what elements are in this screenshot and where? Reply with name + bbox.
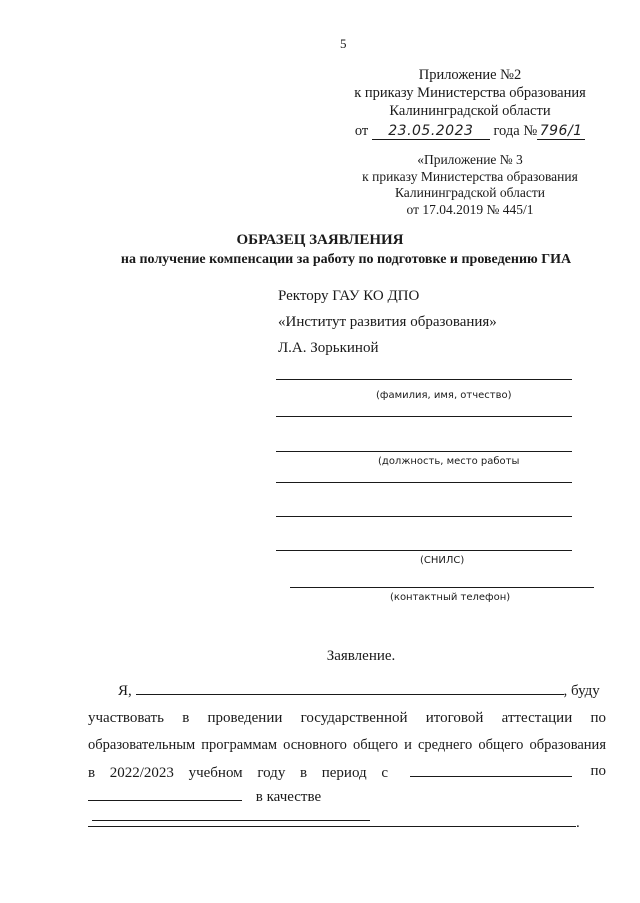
statement-title: Заявление. — [326, 648, 396, 664]
addressee-line2: «Институт развития образования» — [278, 314, 497, 330]
appendix-previous-line2: к приказу Министерства образования — [362, 168, 578, 184]
name-caption: (фамилия, имя, отчество) — [376, 390, 512, 401]
appendix-previous-line1: «Приложение № 3 — [417, 152, 523, 167]
final-period: . — [576, 815, 580, 831]
snils-caption: (СНИЛС) — [420, 555, 465, 566]
year-label: года № — [493, 123, 538, 139]
position-field-line-3[interactable] — [276, 516, 572, 517]
snils-field-line[interactable] — [276, 550, 572, 551]
statement-line2: участвовать в проведении государственной итоговой аттестации по — [88, 710, 606, 726]
appendix-current-line2: к приказу Министерства образования — [354, 85, 586, 101]
handwritten-date: 23.05.2023 — [372, 124, 490, 140]
fullname-blank[interactable] — [136, 680, 564, 695]
period-end-blank[interactable] — [88, 786, 242, 801]
statement-will: , буду — [563, 683, 600, 699]
document-title: ОБРАЗЕЦ ЗАЯВЛЕНИЯ — [236, 232, 404, 248]
position-field-line[interactable] — [276, 451, 572, 452]
appendix-previous-block — [330, 152, 610, 218]
phone-caption: (контактный телефон) — [390, 592, 511, 603]
role-label: в качестве — [255, 789, 322, 805]
period-start-blank[interactable] — [410, 762, 572, 777]
name-field-line[interactable] — [276, 379, 572, 380]
position-field-line-2[interactable] — [276, 482, 572, 483]
period-to-label: по — [590, 763, 606, 779]
appendix-current-line1: Приложение №2 — [418, 67, 522, 83]
document-subtitle: на получение компенсации за работу по подготовке и проведению ГИА — [120, 252, 572, 267]
addressee-line1: Ректору ГАУ КО ДПО — [278, 288, 420, 304]
appendix-current-block — [330, 66, 610, 140]
appendix-previous-line4: от 17.04.2019 № 445/1 — [406, 201, 534, 217]
from-label: от — [354, 123, 369, 139]
role-blank-continued[interactable] — [88, 812, 576, 827]
handwritten-order-number: 796/1 — [537, 124, 585, 140]
statement-line4 — [88, 762, 606, 782]
statement-line3: образовательным программам основного общего и среднего общего образования — [88, 737, 606, 753]
appendix-current-line3: Калининградской области — [389, 103, 551, 119]
appendix-previous-line3: Калининградской области — [394, 185, 546, 200]
name-field-line-2[interactable] — [276, 416, 572, 417]
phone-field-line[interactable] — [290, 587, 594, 588]
period-text: в 2022/2023 учебном году в период с — [88, 765, 388, 781]
position-caption: (должность, место работы — [378, 456, 520, 467]
statement-line6 — [88, 812, 606, 832]
page-number: 5 — [340, 36, 347, 51]
appendix-current-date-line — [330, 122, 610, 140]
statement-line1 — [118, 680, 606, 700]
addressee-line3: Л.А. Зорькиной — [278, 340, 379, 356]
statement-i: Я, — [118, 683, 132, 699]
